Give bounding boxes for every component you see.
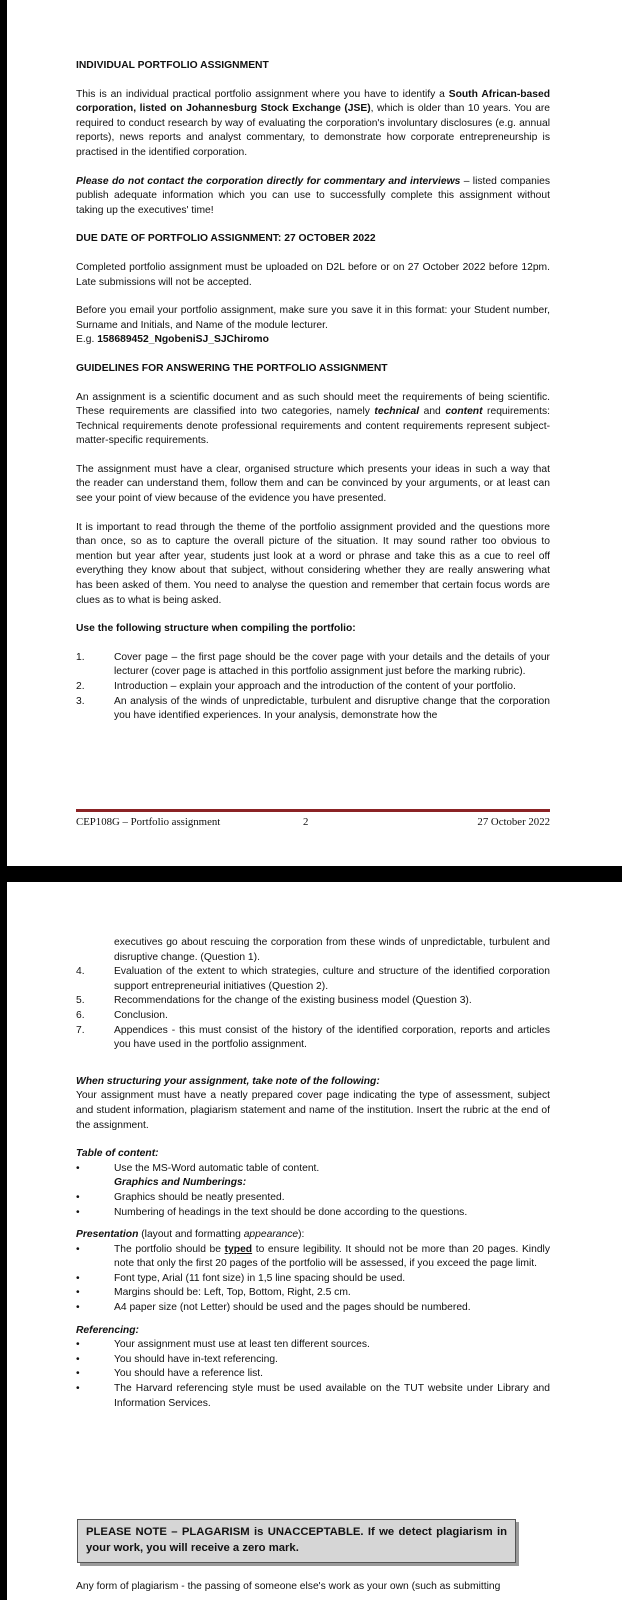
structure-list-part2 — [76, 936, 550, 1053]
email-format-instructions: Before you email your portfolio assignment, make sure you save it in this format: your Student number, Surname and Initials, and Name of the module lecturer. — [76, 305, 550, 331]
list-item: • The portfolio should be typed to ensure legibility. It should not be more than 20 pages. Kindly note that only the first 20 pages of the portfolio will be assessed, if you exceed the page limit. — [76, 1243, 550, 1270]
guidelines-heading: GUIDELINES FOR ANSWERING THE PORTFOLIO ASSIGNMENT — [76, 362, 388, 374]
presentation-list — [76, 1243, 550, 1316]
footer-date: 27 October 2022 — [477, 816, 550, 828]
use-structure-heading: Use the following structure when compiling the portfolio: — [76, 623, 356, 635]
plagiarism-note-box: PLEASE NOTE – PLAGARISM is UNACCEPTABLE. If we detect plagiarism in your work, you will receive a zero mark. — [77, 1519, 516, 1563]
filename-example: E.g. 158689452_NgobeniSJ_SJChiromo — [76, 334, 269, 346]
list-item: • Your assignment must use at least ten different sources. — [76, 1339, 370, 1351]
list-item: 6. Conclusion. — [76, 1009, 168, 1021]
toc-heading: Table of content: — [76, 1148, 159, 1160]
document-page-1 — [76, 59, 550, 724]
list-item: • You should have a reference list. — [76, 1368, 264, 1380]
due-date-heading: DUE DATE OF PORTFOLIO ASSIGNMENT: 27 OCTOBER 2022 — [76, 233, 376, 245]
document-page-2 — [76, 936, 550, 1411]
list-item: 7. Appendices - this must consist of the history of the identified corporation, reports and articles you have used in the portfolio assignment. — [76, 1024, 550, 1051]
footer-page-number: 2 — [303, 816, 309, 828]
plagiarism-definition-text: Any form of plagiarism - the passing of someone else's work as your own (such as submitting — [76, 1581, 501, 1592]
upload-instructions: Completed portfolio assignment must be uploaded on D2L before or on 27 October 2022 before 12pm. Late submissions will not be accepted. — [76, 261, 550, 288]
list-item: • Graphics should be neatly presented. — [76, 1191, 285, 1203]
list-item: 2. Introduction – explain your approach and the introduction of the content of your portfolio. — [76, 681, 516, 692]
structure-paragraph: The assignment must have a clear, organised structure which presents your ideas in such a way that the reader can understand them, follow them and can be convinced by your arguments, or at least can see your point of view because of the evidence you have presented. — [76, 463, 550, 505]
important-paragraph: It is important to read through the theme of the portfolio assignment provided and the questions more than once, so as to capture the overall picture of the situation. It may sound rather too obvious to mention but year after year, students just look at a word or phrase and take this as a cue to reel off everything they know about that subject, without considering whether they are really answering what has been asked of them. You need to analyse the question and remember that certain focus words are clues as to what is being asked. — [76, 521, 550, 606]
structuring-heading: When structuring your assignment, take note of the following: — [76, 1075, 380, 1087]
graphics-subheading: Graphics and Numberings: — [114, 1177, 247, 1189]
list-item: 4. Evaluation of the extent to which strategies, culture and structure of the identified corporation support entrepreneurial initiatives (Question 2). — [76, 966, 550, 992]
page-footer — [76, 815, 550, 831]
list-item: • The Harvard referencing style must be used available on the TUT website under Library and Information Services. — [76, 1383, 550, 1409]
referencing-heading: Referencing: — [76, 1324, 139, 1336]
scientific-document-paragraph: An assignment is a scientific document and as such should meet the requirements of being scientific. These requirements are classified into two categories, namely technical and content requirements: Technical requirements denote professional requirements and content requirements represent subject-matter-specific requirements. — [76, 391, 551, 447]
toc-list — [76, 1162, 550, 1220]
list-item: • You should have in-text referencing. — [76, 1353, 278, 1365]
list-item: 5. Recommendations for the change of the existing business model (Question 3). — [76, 995, 472, 1007]
page-break — [0, 866, 622, 882]
list-item: • Font type, Arial (11 font size) in 1,5 line spacing should be used. — [76, 1272, 406, 1284]
structure-list-part1 — [76, 651, 550, 724]
contact-warning: Please do not contact the corporation directly for commentary and interviews – listed companies publish adequate information which you can use to successfully complete this assignment without taking up the executives' time! — [76, 175, 550, 216]
left-edge-bar — [0, 0, 7, 1600]
list-item: • Margins should be: Left, Top, Bottom, Right, 2.5 cm. — [76, 1287, 351, 1299]
presentation-heading: Presentation (layout and formatting appearance): — [76, 1229, 305, 1241]
intro-paragraph: This is an individual practical portfolio assignment where you have to identify a South African-based corporation, listed on Johannesburg Stock Exchange (JSE), which is older than 10 years. You are required to conduct research by way of evaluating the corporation's involuntary disclosures (e.g. annual reports), news reports and analyst commentary, to demonstrate how corporate entrepreneurship is practised in the identified corporation. — [76, 88, 551, 158]
structuring-paragraph: Your assignment must have a neatly prepared cover page indicating the type of assessment, subject and student information, plagiarism statement and name of the institution. Insert the rubric at the end of the assignment. — [76, 1090, 550, 1131]
list-item: • Use the MS-Word automatic table of content. — [76, 1162, 320, 1174]
list-item: 3. An analysis of the winds of unpredictable, turbulent and disruptive change that the corporation you have identified experiences. In your analysis, demonstrate how the — [76, 695, 550, 722]
footer-course: CEP108G – Portfolio assignment — [76, 816, 221, 828]
list-item-continued: executives go about rescuing the corporation from these winds of unpredictable, turbulent and disruptive change. (Question 1). — [114, 937, 550, 963]
referencing-list — [76, 1338, 550, 1411]
footer-rule — [76, 809, 550, 812]
list-item: 1. Cover page – the first page should be the cover page with your details and the details of your lecturer (cover page is attached in this portfolio assignment just before the marking rubric). — [76, 651, 550, 678]
list-item: • A4 paper size (not Letter) should be used and the pages should be numbered. — [76, 1302, 471, 1314]
heading-individual-portfolio: INDIVIDUAL PORTFOLIO ASSIGNMENT — [76, 60, 269, 71]
list-item: • Numbering of headings in the text should be done according to the questions. — [76, 1206, 468, 1218]
